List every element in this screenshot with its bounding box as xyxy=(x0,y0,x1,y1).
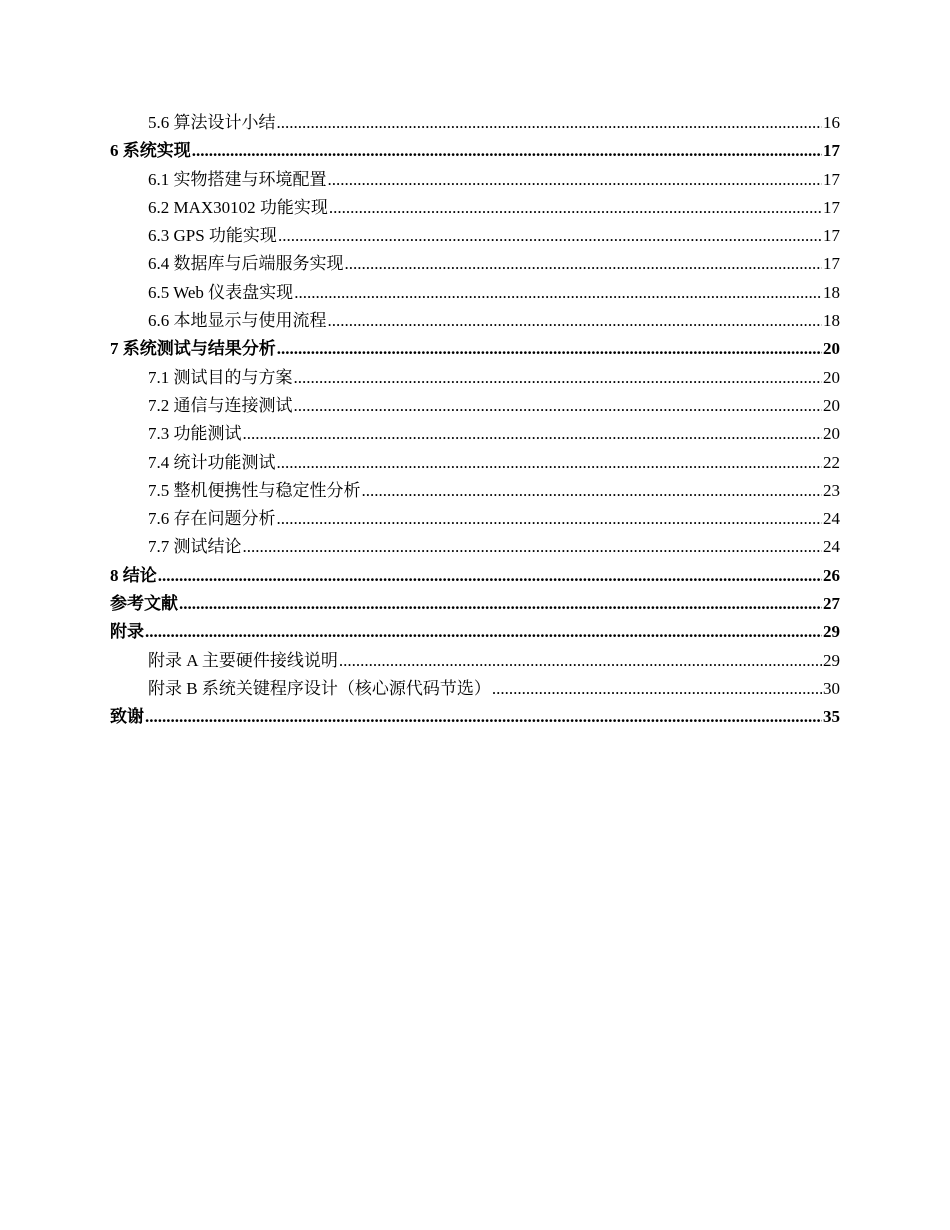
toc-entry[interactable] xyxy=(110,533,840,561)
toc-entry-title: 6.6 本地显示与使用流程 xyxy=(148,311,327,331)
toc-entry-title: 7.6 存在问题分析 xyxy=(148,509,276,529)
toc-dot-leader xyxy=(243,420,823,448)
toc-entry[interactable] xyxy=(110,590,840,618)
toc-entry[interactable] xyxy=(110,166,840,194)
toc-entry-title: 5.6 算法设计小结 xyxy=(148,113,276,132)
toc-entry-title: 参考文献 xyxy=(110,594,178,614)
toc-entry-page-number: 18 xyxy=(823,311,840,331)
toc-dot-leader xyxy=(277,505,823,533)
toc-dot-leader xyxy=(362,477,823,505)
toc-entry-page-number: 24 xyxy=(823,537,840,557)
toc-entry-title: 7.3 功能测试 xyxy=(148,424,242,444)
toc-entry-page-number: 23 xyxy=(823,480,840,500)
toc-entry[interactable] xyxy=(110,392,840,420)
toc-entry-page-number: 20 xyxy=(823,395,840,415)
toc-entry[interactable] xyxy=(110,250,840,278)
toc-dot-leader xyxy=(277,109,823,137)
toc-entry-page-number: 20 xyxy=(823,367,840,387)
toc-entry[interactable] xyxy=(110,194,840,222)
toc-dot-leader xyxy=(145,703,822,731)
toc-entry-title: 6.4 数据库与后端服务实现 xyxy=(148,254,344,274)
toc-dot-leader xyxy=(158,562,822,590)
toc-entry[interactable] xyxy=(110,562,840,590)
toc-dot-leader xyxy=(294,364,823,392)
toc-entry-title: 7.7 测试结论 xyxy=(148,537,242,557)
toc-dot-leader xyxy=(294,279,822,307)
toc-entry-title: 7 系统测试与结果分析 xyxy=(110,339,276,359)
toc-entry[interactable] xyxy=(110,505,840,533)
toc-entry[interactable] xyxy=(110,109,840,137)
toc-entry[interactable] xyxy=(110,279,840,307)
toc-entry-page-number: 26 xyxy=(823,565,840,585)
toc-dot-leader xyxy=(294,392,823,420)
toc-dot-leader xyxy=(345,250,823,278)
toc-entry[interactable] xyxy=(110,618,840,646)
toc-entry-page-number: 17 xyxy=(823,254,840,274)
toc-entry[interactable] xyxy=(110,222,840,250)
toc-entry-page-number: 17 xyxy=(823,141,840,161)
toc-entry[interactable] xyxy=(110,335,840,363)
toc-entry[interactable] xyxy=(110,137,840,165)
toc-entry-title: 6.5 Web 仪表盘实现 xyxy=(148,282,294,302)
toc-entry-title: 附录 A 主要硬件接线说明 xyxy=(148,650,338,670)
toc-entry[interactable] xyxy=(110,364,840,392)
toc-entry[interactable] xyxy=(110,449,840,477)
toc-entry-title: 6.1 实物搭建与环境配置 xyxy=(148,169,327,189)
toc-dot-leader xyxy=(277,335,822,363)
toc-dot-leader xyxy=(492,675,822,703)
toc-entry-title: 致谢 xyxy=(110,707,144,727)
toc-entry-title: 7.4 统计功能测试 xyxy=(148,452,276,472)
toc-dot-leader xyxy=(328,307,823,335)
toc-entry-title: 6 系统实现 xyxy=(110,141,191,161)
toc-entry-page-number: 16 xyxy=(823,113,840,132)
toc-entry-page-number: 17 xyxy=(823,226,840,246)
toc-entry-page-number: 24 xyxy=(823,509,840,529)
toc-entry-page-number: 20 xyxy=(823,339,840,359)
toc-entry[interactable] xyxy=(110,703,840,731)
toc-dot-leader xyxy=(179,590,822,618)
toc-entry-page-number: 35 xyxy=(823,707,840,727)
toc-entry-title: 7.2 通信与连接测试 xyxy=(148,395,293,415)
toc-entry-page-number: 29 xyxy=(823,650,840,670)
toc-entry[interactable] xyxy=(110,647,840,675)
toc-entry-page-number: 17 xyxy=(823,169,840,189)
toc-entry-title: 附录 xyxy=(110,622,144,642)
toc-entry-title: 8 结论 xyxy=(110,565,157,585)
toc-entry-page-number: 20 xyxy=(823,424,840,444)
toc-dot-leader xyxy=(278,222,822,250)
toc-dot-leader xyxy=(277,449,823,477)
toc-dot-leader xyxy=(243,533,823,561)
toc-entry[interactable] xyxy=(110,477,840,505)
toc-entry[interactable] xyxy=(110,675,840,703)
toc-entry-title: 6.3 GPS 功能实现 xyxy=(148,226,277,246)
toc-entry-page-number: 18 xyxy=(823,282,840,302)
toc-entry-page-number: 27 xyxy=(823,594,840,614)
toc-dot-leader xyxy=(328,166,823,194)
toc-dot-leader xyxy=(329,194,822,222)
table-of-contents xyxy=(110,109,840,732)
toc-entry-page-number: 29 xyxy=(823,622,840,642)
toc-dot-leader xyxy=(339,647,822,675)
toc-entry-page-number: 17 xyxy=(823,197,840,217)
toc-entry-page-number: 30 xyxy=(823,678,840,698)
toc-entry[interactable] xyxy=(110,420,840,448)
toc-dot-leader xyxy=(145,618,822,646)
toc-entry-title: 6.2 MAX30102 功能实现 xyxy=(148,197,328,217)
toc-entry-title: 附录 B 系统关键程序设计（核心源代码节选） xyxy=(148,678,491,698)
toc-dot-leader xyxy=(192,137,822,165)
toc-entry[interactable] xyxy=(110,307,840,335)
toc-entry-page-number: 22 xyxy=(823,452,840,472)
toc-entry-title: 7.5 整机便携性与稳定性分析 xyxy=(148,480,361,500)
toc-entry-title: 7.1 测试目的与方案 xyxy=(148,367,293,387)
